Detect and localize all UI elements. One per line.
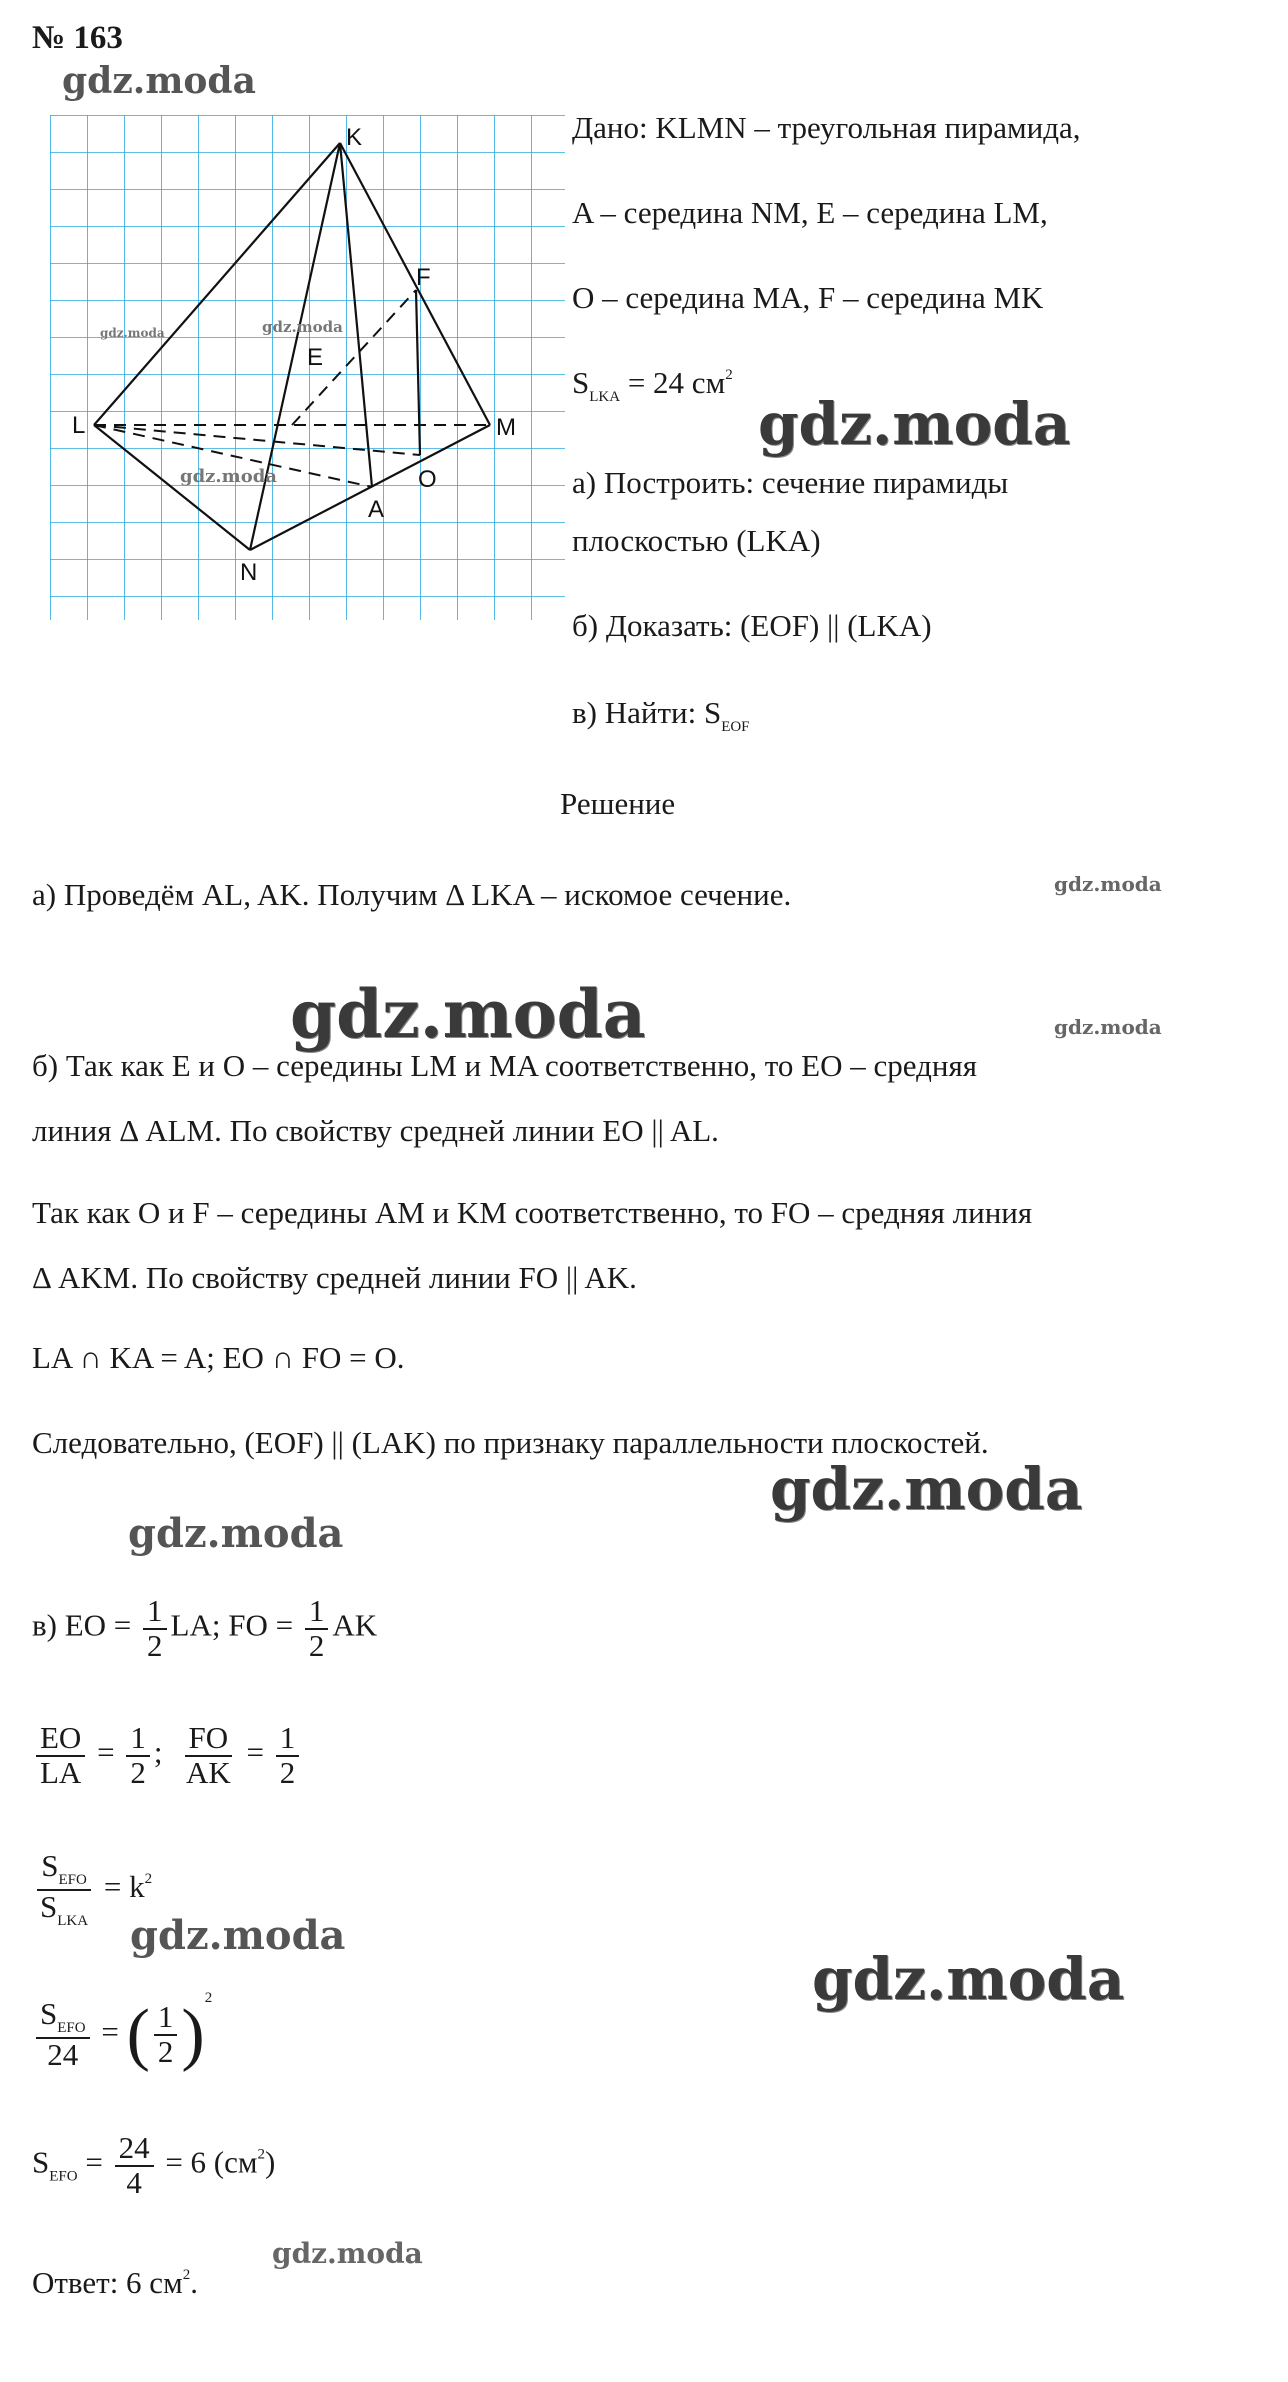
watermark: gdz.moda: [180, 466, 277, 487]
part-b-line-6: Следовательно, (EOF) || (LAK) по признаку параллельности плоскостей.: [32, 1425, 989, 1460]
watermark: gdz.moda: [262, 318, 343, 336]
given-line-1: Дано: KLMN – треугольная пирамида,: [572, 110, 1081, 145]
given-line-3: O – середина MA, F – середина MK: [572, 280, 1044, 315]
label-K: K: [346, 124, 363, 151]
watermark: gdz.moda: [770, 1455, 1083, 1523]
formula-area-scaled: $\frac{S_{EFO}}{24}$ = ( $\frac{1}{2}$ )$^2$: [32, 1990, 212, 2075]
task-a-line-1: а) Построить: сечение пирамиды: [572, 465, 1009, 500]
part-b-line-3: Так как O и F – середины AM и KM соответственно, то FO – средняя линия: [32, 1195, 1033, 1230]
task-c-text: в) Найти: S: [572, 695, 722, 730]
watermark: gdz.moda: [128, 1510, 344, 1557]
formula-result: $S_{EFO}$ = $\frac{24}{4}$ = 6 $(см^2)$: [32, 2130, 276, 2200]
watermark: gdz.moda: [1054, 872, 1162, 896]
part-b-line-5: LA ∩ KA = A; EO ∩ FO = O.: [32, 1340, 405, 1375]
answer: Ответ: 6 $см^2$.: [32, 2265, 198, 2300]
watermark: gdz.moda: [272, 2237, 423, 2270]
area-exp: 2: [725, 367, 733, 383]
label-A: A: [368, 496, 385, 523]
given-line-2: A – середина NM, E – середина LM,: [572, 195, 1048, 230]
given-area: [572, 365, 733, 406]
problem-number: № 163: [32, 20, 123, 56]
watermark: gdz.moda: [130, 1912, 346, 1959]
area-s: S: [572, 365, 590, 400]
label-O: O: [418, 466, 437, 493]
label-L: L: [72, 412, 86, 439]
pyramid-figure: [50, 115, 565, 620]
part-b-line-4: Δ AKM. По свойству средней линии FO || AK.: [32, 1260, 637, 1295]
solution-heading: Решение: [560, 786, 676, 821]
label-N: N: [240, 559, 258, 586]
task-c: [572, 695, 750, 736]
part-b-line-1: б) Так как E и O – середины LM и MA соответственно, то EO – средняя: [32, 1048, 977, 1083]
task-a-line-2: плоскостью (LKA): [572, 523, 821, 558]
formula-area-ratio: $\frac{S_{EFO}}{S_{LKA}}$ = $k^2$: [32, 1850, 152, 1930]
task-c-sub: EOF: [721, 719, 750, 735]
watermark: gdz.moda: [62, 60, 256, 102]
part-b-line-2: линия Δ ALM. По свойству средней линии EO || AL.: [32, 1113, 719, 1148]
watermark: gdz.moda: [100, 326, 165, 340]
area-value: = 24 см: [627, 365, 726, 400]
label-M: M: [496, 414, 516, 441]
watermark: gdz.moda: [290, 975, 646, 1053]
watermark: gdz.moda: [1054, 1015, 1162, 1039]
part-a: а) Проведём AL, AK. Получим Δ LKA – искомое сечение.: [32, 877, 792, 912]
label-F: F: [416, 264, 431, 291]
watermark: gdz.moda: [812, 1945, 1125, 2013]
watermark: gdz.moda: [758, 390, 1071, 458]
task-b: б) Доказать: (EOF) || (LKA): [572, 608, 932, 643]
label-E: E: [307, 344, 324, 371]
area-sub: LKA: [589, 389, 621, 405]
formula-ratios: $\frac{EO}{LA}$ = $\frac{1}{2}$ ; $\frac{FO}{AK}$ = $\frac{1}{2}$: [32, 1722, 303, 1789]
formula-c1: в) EO = $\frac{1}{2}$ LA; FO = $\frac{1}{2}$ AK: [32, 1593, 378, 1663]
